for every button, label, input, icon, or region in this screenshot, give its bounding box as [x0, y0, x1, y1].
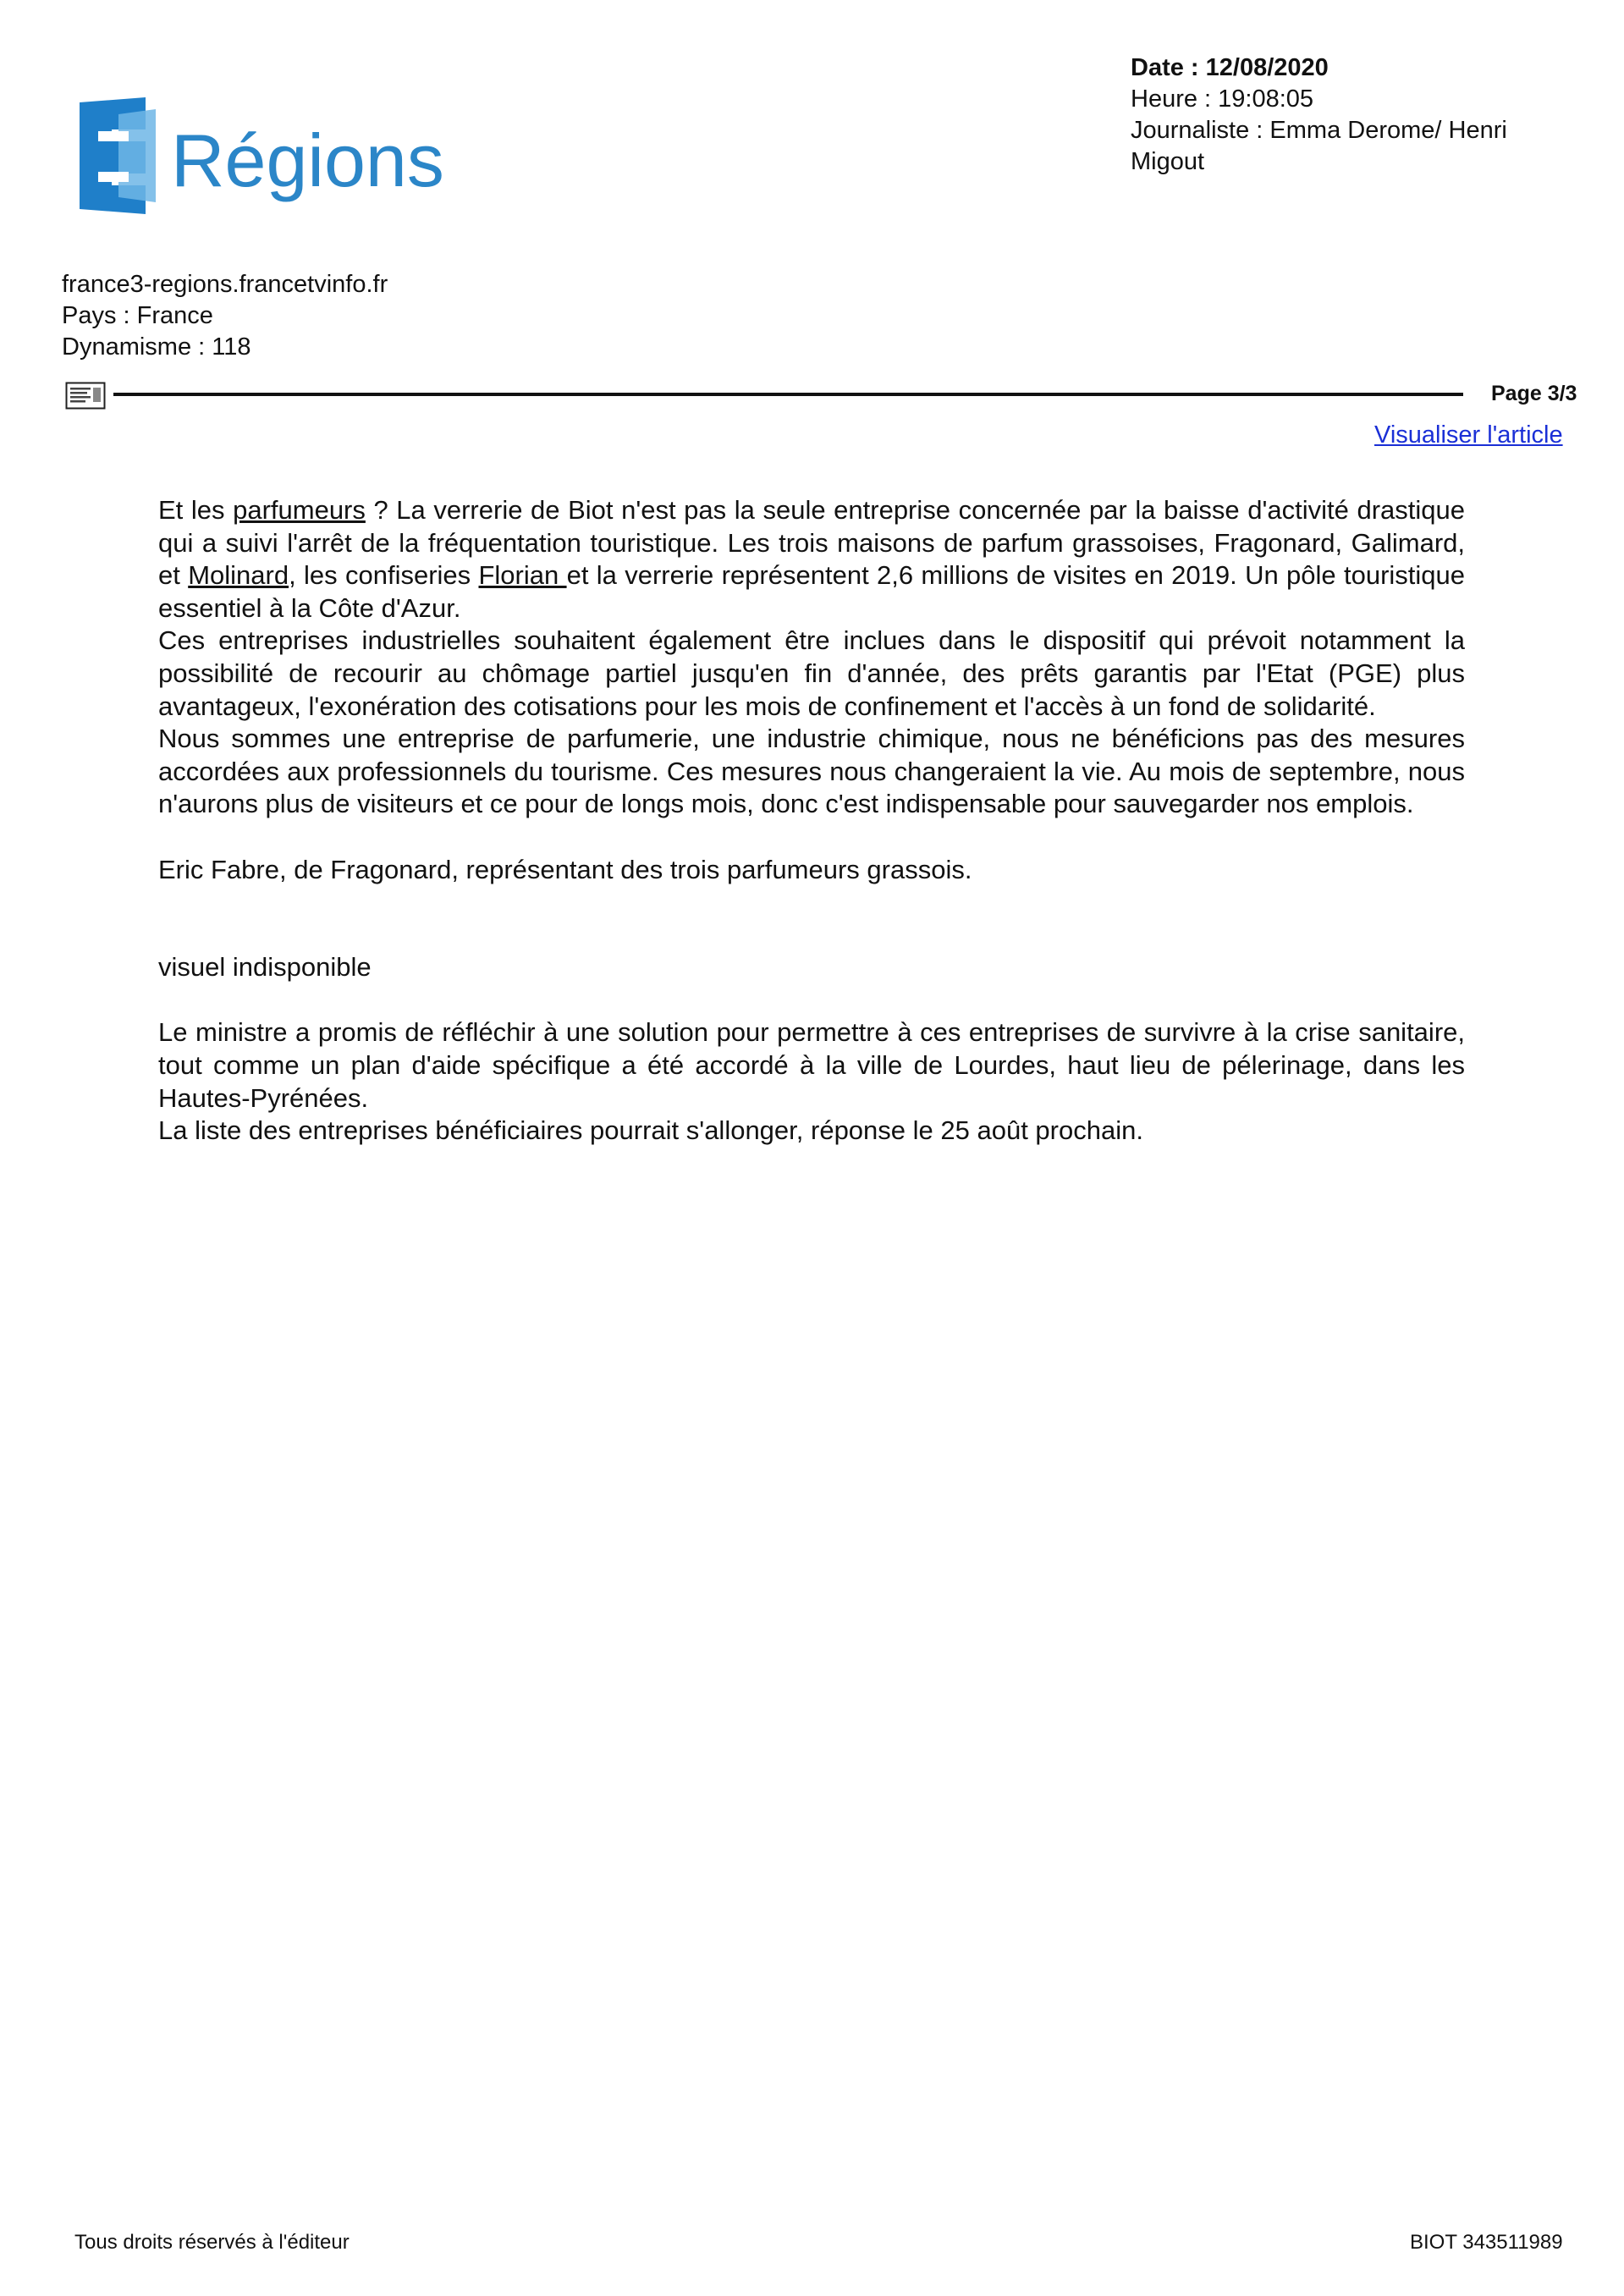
journalist-label: Journaliste : [1131, 117, 1263, 144]
spacer [158, 821, 1465, 854]
logo-wordmark: Régions [171, 118, 444, 202]
article-metadata [1131, 52, 1571, 178]
p1-text-a: Et les [158, 495, 234, 525]
logo-graphic [76, 97, 457, 216]
country-value: France [136, 302, 213, 329]
journalist-value-continued: Migout [1131, 148, 1205, 175]
parfumeurs-link[interactable]: parfumeurs [233, 495, 366, 525]
source-info [62, 269, 388, 363]
dynamism-value: 118 [212, 333, 251, 361]
article-icon [65, 382, 106, 410]
spacer [158, 984, 1465, 1017]
header-rule [113, 393, 1463, 396]
journalist-value: Emma Derome/ Henri [1269, 117, 1507, 144]
article-paragraph-3: Nous sommes une entreprise de parfumerie, une industrie chimique, nous ne bénéficions pas des mesures accordées aux professionnels du tourisme. Ces mesures nous changeraient la vie. Au mois de septembre, nous n'aurons plus de visiteurs et ce pour de longs mois, donc c'est indispensable pour sauvegarder nos emplois. [158, 724, 1465, 819]
p1-text-c: , les confiseries [289, 560, 479, 591]
footer-reference: BIOT 343511989 [1410, 2231, 1563, 2254]
country-line [62, 300, 388, 332]
journalist-line [1131, 115, 1571, 146]
time-line [1131, 84, 1571, 115]
date-value: 12/08/2020 [1205, 54, 1329, 81]
dynamism-line [62, 332, 388, 363]
article-paragraph-1 [158, 494, 1465, 625]
country-label: Pays : [62, 302, 130, 329]
dynamism-label: Dynamisme : [62, 333, 206, 361]
france3-regions-logo [76, 97, 457, 216]
view-article-link[interactable]: Visualiser l'article [1374, 421, 1563, 449]
date-line [1131, 52, 1571, 84]
article-paragraph-6: Le ministre a promis de réfléchir à une solution pour permettre à ces entreprises de survivre à la crise sanitaire, tout comme un plan d'aide spécifique a été accordé à la ville de Lourdes, haut lieu de pélerinage, dans les Hautes-Pyrénées. [158, 1017, 1465, 1113]
article-paragraph-2: Ces entreprises industrielles souhaitent également être inclues dans le dispositif qui prévoit notamment la possibilité de recourir au chômage partiel jusqu'en fin d'année, des prêts garantis par l'Etat (PGE) plus avantageux, l'exonération des cotisations pour les mois de confinement et l'accès à un fond de solidarité. [158, 625, 1465, 721]
article-body [158, 494, 1465, 1148]
date-label: Date : [1131, 54, 1199, 81]
time-label: Heure : [1131, 85, 1212, 113]
p1-text-b: ? La verrerie de Biot n'est pas la seule entreprise concernée par la baisse d'activité drastique qui a suivi l'arrêt de la fréquentation touristique. Les trois maisons de parfum grassoises, Fragonard, Galimard, et [158, 495, 1465, 591]
florian-link[interactable]: Florian [478, 560, 567, 591]
article-paragraph-7: La liste des entreprises bénéficiaires pourrait s'allonger, réponse le 25 août prochain. [158, 1115, 1143, 1146]
spacer [158, 886, 1465, 951]
time-value: 19:08:05 [1218, 85, 1314, 113]
p1-text-d: et la verrerie représentent 2,6 millions de visites en 2019. Un pôle touristique essentiel à la Côte d'Azur. [158, 560, 1465, 623]
image-unavailable-note: visuel indisponible [158, 952, 372, 983]
page-number: Page 3/3 [1491, 382, 1577, 405]
quote-attribution: Eric Fabre, de Fragonard, représentant des trois parfumeurs grassois. [158, 854, 972, 884]
footer-rights: Tous droits réservés à l'éditeur [74, 2231, 350, 2254]
molinard-link[interactable]: Molinard [188, 560, 289, 591]
source-site: france3-regions.francetvinfo.fr [62, 271, 388, 298]
